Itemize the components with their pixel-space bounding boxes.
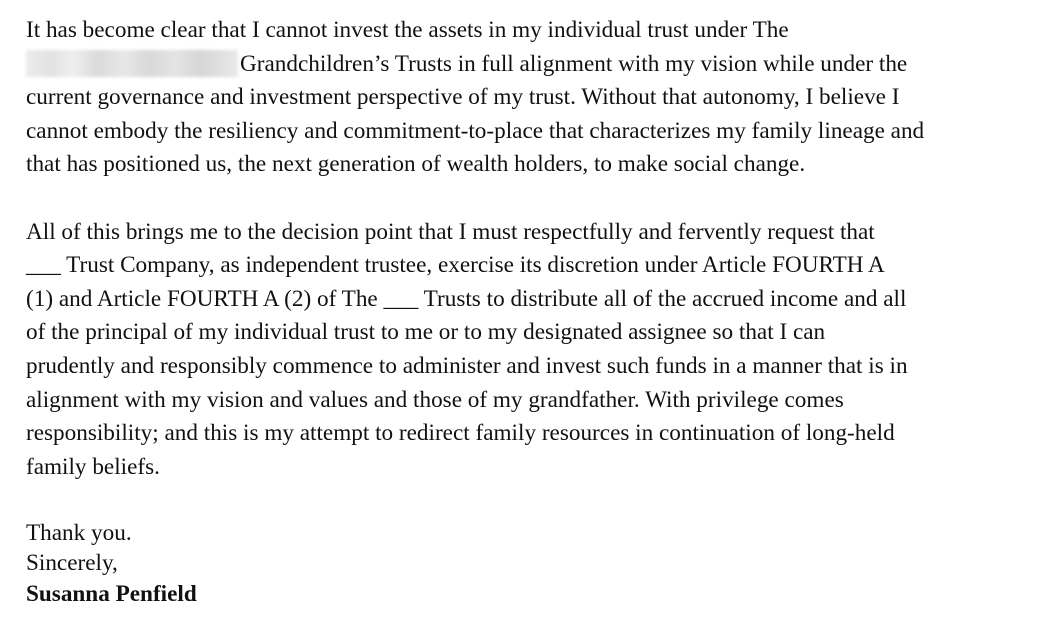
letter-body <box>26 14 1036 609</box>
text-line: It has become clear that I cannot invest the assets in my individual trust under The <box>26 17 789 43</box>
text-line-with-redaction <box>26 48 1036 82</box>
valediction: Sincerely, <box>26 550 118 577</box>
text-line: All of this brings me to the decision point that I must respectfully and fervently request that <box>26 218 875 245</box>
thanks-line: Thank you. <box>26 519 132 546</box>
text-line: of the principal of my individual trust to me or to my designated assignee so that I can <box>26 319 826 346</box>
text-line: family beliefs. <box>26 453 160 480</box>
signature-name: Susanna Penfield <box>26 580 197 607</box>
text-line: ___ Trust Company, as independent trustee, exercise its discretion under Article FOURTH A <box>26 252 885 279</box>
paragraph-intro <box>26 14 1036 182</box>
paragraph-request <box>26 216 1036 485</box>
closing-block <box>26 518 1036 610</box>
text-fragment: Grandchildren’s Trusts in full alignment with my vision while under the <box>240 50 908 77</box>
text-line: (1) and Article FOURTH A (2) of The ___ Trusts to distribute all of the accrued income and all <box>26 285 907 312</box>
text-line: current governance and investment perspective of my trust. Without that autonomy, I believe I <box>26 84 900 111</box>
redacted-name-block <box>26 50 238 77</box>
text-line: cannot embody the resiliency and commitment-to-place that characterizes my family lineage and <box>26 117 925 144</box>
text-line: responsibility; and this is my attempt to redirect family resources in continuation of long-held <box>26 420 895 447</box>
text-line: alignment with my vision and values and those of my grandfather. With privilege comes <box>26 386 844 413</box>
text-line: that has positioned us, the next generation of wealth holders, to make social change. <box>26 151 806 178</box>
text-line: prudently and responsibly commence to administer and invest such funds in a manner that is in <box>26 352 908 379</box>
